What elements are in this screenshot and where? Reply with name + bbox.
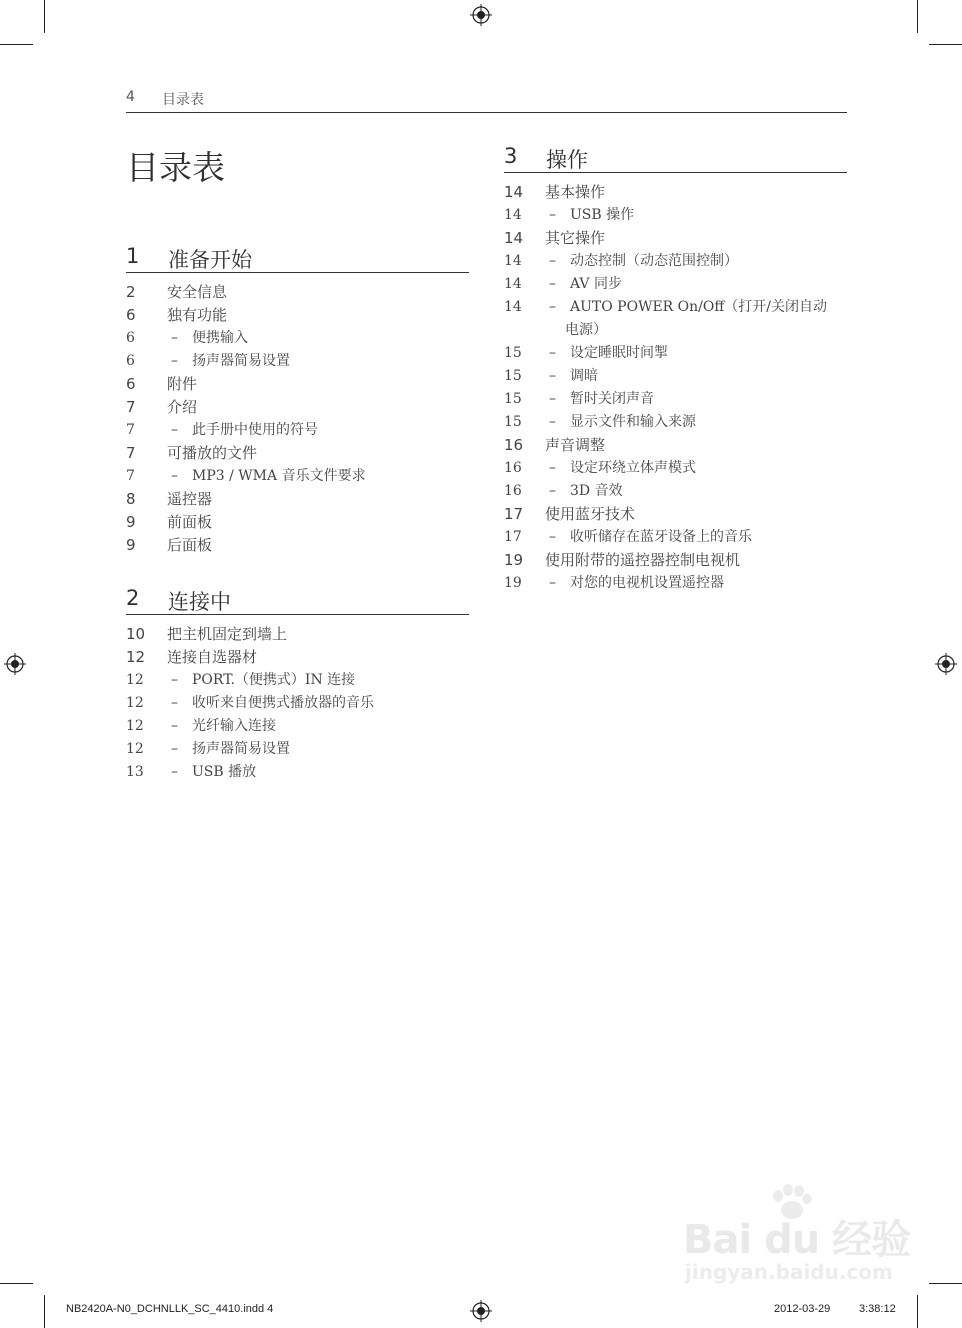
entry-text: 连接自选器材	[167, 648, 258, 666]
toc-subentry	[504, 204, 847, 227]
footer-file-name: NB2420A-N0_DCHNLLK_SC_4410.indd 4	[66, 1303, 274, 1315]
entry-page-number: 15	[504, 368, 522, 384]
crop-mark	[0, 1283, 33, 1284]
entry-page-number: 14	[504, 276, 522, 292]
entry-page-number: 19	[504, 551, 524, 569]
toc-subentry	[504, 411, 847, 434]
entry-text: USB 操作	[570, 207, 635, 223]
entry-text: 动态控制（动态范围控制）	[570, 253, 738, 269]
subentry-dash: –	[549, 368, 556, 384]
entry-text: 后面板	[167, 536, 213, 554]
entry-text: 使用附带的遥控器控制电视机	[545, 551, 741, 569]
running-page-number: 4	[126, 89, 135, 105]
entry-page-number: 15	[504, 391, 522, 407]
entry-text: 附件	[167, 375, 198, 393]
entry-page-number: 15	[504, 345, 522, 361]
entry-page-number: 14	[504, 229, 524, 247]
entry-page-number: 14	[504, 207, 522, 223]
toc-subentry	[504, 480, 847, 503]
toc-subentry	[504, 388, 847, 411]
toc-column-right	[504, 143, 847, 595]
entry-text: 可播放的文件	[167, 444, 258, 462]
crop-mark	[0, 44, 33, 45]
entry-text: AV 同步	[570, 276, 622, 292]
entry-text: 介绍	[167, 398, 198, 416]
crop-mark	[917, 0, 918, 33]
toc-subentry	[504, 296, 847, 342]
section-heading	[504, 143, 847, 173]
subentry-dash: –	[549, 391, 556, 407]
entry-text: MP3 / WMA 音乐文件要求	[192, 468, 366, 484]
entry-page-number: 12	[126, 695, 144, 711]
toc-subentry	[126, 715, 469, 738]
entry-text: 前面板	[167, 513, 213, 531]
subentry-dash: –	[171, 718, 178, 734]
subentry-dash: –	[171, 353, 178, 369]
toc-subentry	[504, 342, 847, 365]
entry-text: 独有功能	[167, 306, 228, 324]
entry-page-number: 7	[126, 444, 136, 462]
subentry-dash: –	[549, 529, 556, 545]
entry-text: 声音调整	[545, 436, 606, 454]
section-number: 3	[504, 144, 518, 168]
entry-page-number: 7	[126, 398, 136, 416]
section-heading	[126, 585, 469, 615]
toc-entry	[126, 281, 469, 304]
subentry-dash: –	[171, 330, 178, 346]
entry-page-number: 12	[126, 648, 146, 666]
entry-text: 安全信息	[167, 283, 228, 301]
toc-subentry	[126, 465, 469, 488]
subentry-dash: –	[549, 276, 556, 292]
entry-page-number: 12	[126, 718, 144, 734]
crop-mark	[917, 1295, 918, 1328]
entry-text: 其它操作	[545, 229, 606, 247]
entry-page-number: 17	[504, 505, 524, 523]
toc-subentry	[504, 457, 847, 480]
toc-subentry	[126, 419, 469, 442]
toc-entry	[126, 534, 469, 557]
entry-text: 对您的电视机设置遥控器	[570, 575, 724, 591]
section-title: 操作	[546, 148, 588, 172]
entry-text: 便携输入	[192, 330, 248, 346]
toc-subentry	[504, 572, 847, 595]
toc-subentry	[126, 761, 469, 784]
entry-text: 基本操作	[545, 183, 606, 201]
section-title: 准备开始	[168, 248, 252, 272]
baidu-watermark	[683, 1184, 911, 1290]
entry-text: PORT.（便携式）IN 连接	[192, 672, 356, 688]
entry-text: 遥控器	[167, 490, 213, 508]
entry-page-number: 19	[504, 575, 522, 591]
entry-page-number: 16	[504, 460, 522, 476]
registration-mark-icon	[935, 653, 957, 675]
toc-entry-list	[126, 273, 469, 557]
toc-entry	[504, 227, 847, 250]
subentry-dash: –	[171, 695, 178, 711]
registration-mark-icon	[470, 4, 492, 26]
entry-page-number: 6	[126, 306, 136, 324]
toc-subentry	[126, 327, 469, 350]
toc-subentry	[504, 365, 847, 388]
subentry-dash: –	[549, 345, 556, 361]
toc-entry	[126, 373, 469, 396]
toc-entry	[126, 396, 469, 419]
subentry-dash: –	[549, 414, 556, 430]
subentry-dash: –	[549, 460, 556, 476]
entry-text-continuation: 电源）	[565, 322, 607, 338]
entry-page-number: 8	[126, 490, 136, 508]
entry-page-number: 16	[504, 436, 524, 454]
entry-text: 此手册中使用的符号	[192, 422, 318, 438]
entry-text: 光纤输入连接	[192, 718, 276, 734]
subentry-dash: –	[549, 575, 556, 591]
subentry-dash: –	[171, 741, 178, 757]
entry-page-number: 10	[126, 625, 146, 643]
toc-entry-list	[504, 173, 847, 595]
footer-date: 2012-03-29	[774, 1303, 831, 1315]
toc-subentry	[126, 692, 469, 715]
entry-text: 扬声器简易设置	[192, 353, 290, 369]
crop-mark	[929, 44, 962, 45]
toc-entry	[126, 488, 469, 511]
entry-text: 设定睡眠时间掣	[570, 345, 668, 361]
entry-text: 使用蓝牙技术	[545, 505, 636, 523]
toc-entry	[504, 503, 847, 526]
subentry-dash: –	[171, 764, 178, 780]
entry-text: 扬声器简易设置	[192, 741, 290, 757]
entry-page-number: 7	[126, 468, 135, 484]
crop-mark	[929, 1283, 962, 1284]
entry-text: 3D 音效	[570, 483, 623, 499]
toc-subentry	[504, 526, 847, 549]
entry-text: 收听来自便携式播放器的音乐	[192, 695, 374, 711]
toc-entry	[504, 549, 847, 572]
entry-page-number: 16	[504, 483, 522, 499]
subentry-dash: –	[171, 468, 178, 484]
entry-page-number: 15	[504, 414, 522, 430]
subentry-dash: –	[549, 299, 556, 315]
toc-column-left	[126, 243, 469, 784]
section-number: 1	[126, 244, 140, 268]
toc-entry-list	[126, 615, 469, 784]
toc-entry	[504, 181, 847, 204]
subentry-dash: –	[549, 253, 556, 269]
crop-mark	[44, 0, 45, 33]
toc-entry	[126, 623, 469, 646]
footer-time: 3:38:12	[859, 1303, 896, 1315]
entry-text: 调暗	[570, 368, 598, 384]
entry-page-number: 6	[126, 330, 135, 346]
running-title: 目录表	[162, 92, 204, 108]
section-title: 连接中	[168, 590, 231, 614]
subentry-dash: –	[171, 672, 178, 688]
toc-entry	[126, 646, 469, 669]
toc-entry	[126, 304, 469, 327]
entry-text: 设定环绕立体声模式	[570, 460, 696, 476]
entry-text: 把主机固定到墙上	[167, 625, 288, 643]
header-rule	[126, 112, 847, 113]
entry-page-number: 2	[126, 283, 136, 301]
entry-text: 暂时关闭声音	[570, 391, 654, 407]
entry-page-number: 6	[126, 353, 135, 369]
entry-text: 收听储存在蓝牙设备上的音乐	[570, 529, 752, 545]
entry-page-number: 13	[126, 764, 144, 780]
entry-page-number: 9	[126, 513, 136, 531]
toc-entry	[126, 442, 469, 465]
toc-subentry	[504, 273, 847, 296]
toc-entry	[504, 434, 847, 457]
subentry-dash: –	[171, 422, 178, 438]
registration-mark-icon	[4, 653, 26, 675]
watermark-url: jingyan.baidu.com	[685, 1260, 893, 1284]
entry-text: 显示文件和输入来源	[570, 414, 696, 430]
toc-subentry	[126, 669, 469, 692]
toc-subentry	[126, 738, 469, 761]
page-title: 目录表	[126, 148, 225, 187]
entry-page-number: 14	[504, 183, 524, 201]
entry-page-number: 14	[504, 299, 522, 315]
toc-entry	[126, 511, 469, 534]
entry-text: AUTO POWER On/Off（打开/关闭自动	[570, 299, 828, 315]
section-number: 2	[126, 586, 140, 610]
entry-page-number: 12	[126, 741, 144, 757]
toc-subentry	[504, 250, 847, 273]
entry-page-number: 17	[504, 529, 522, 545]
entry-page-number: 6	[126, 375, 136, 393]
entry-page-number: 12	[126, 672, 144, 688]
crop-mark	[44, 1295, 45, 1328]
subentry-dash: –	[549, 483, 556, 499]
entry-page-number: 14	[504, 253, 522, 269]
toc-subentry	[126, 350, 469, 373]
registration-mark-icon	[470, 1300, 492, 1322]
subentry-dash: –	[549, 207, 556, 223]
watermark-logo-text: Bai du 经验	[683, 1217, 911, 1263]
entry-page-number: 7	[126, 422, 135, 438]
section-heading	[126, 243, 469, 273]
entry-page-number: 9	[126, 536, 136, 554]
entry-text: USB 播放	[192, 764, 257, 780]
